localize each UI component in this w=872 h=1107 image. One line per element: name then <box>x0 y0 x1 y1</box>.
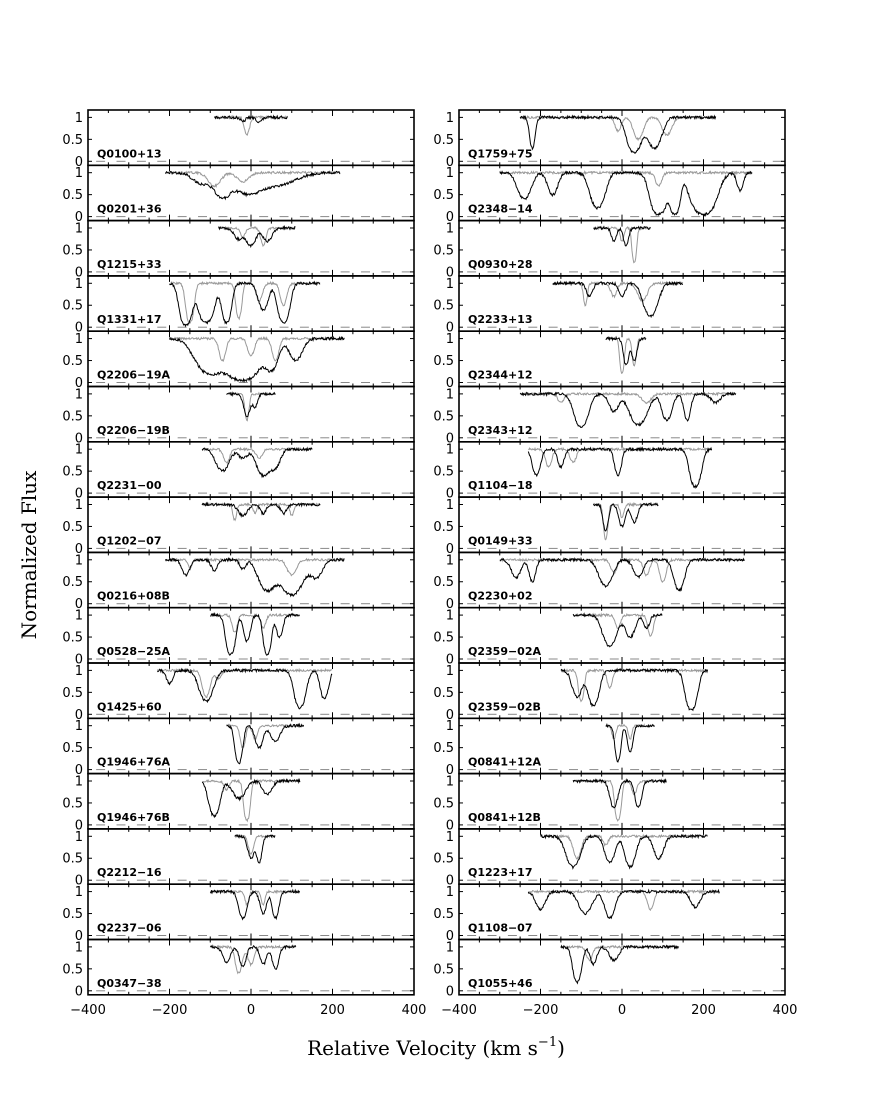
qso-label: Q0528−25A <box>97 645 171 658</box>
qso-label: Q1759+75 <box>468 147 533 161</box>
spectrum-panel <box>433 442 785 502</box>
y-tick-label: 0 <box>74 154 83 170</box>
spectrum-strong-line <box>520 116 716 153</box>
spectrum-strong-line <box>528 448 711 488</box>
qso-label: Q1331+17 <box>97 313 162 327</box>
y-tick-label: 1 <box>445 166 454 182</box>
y-tick-label: 1 <box>445 442 454 458</box>
spectrum-panel <box>62 940 414 1000</box>
y-tick-label: 0 <box>74 320 83 336</box>
y-tick-label: 1 <box>445 774 454 790</box>
y-tick-label: 0.5 <box>62 575 83 591</box>
qso-label: Q0930+28 <box>468 257 533 271</box>
spectrum-panel <box>433 718 785 778</box>
y-tick-label: 1 <box>74 387 83 403</box>
x-tick-label: −400 <box>441 1002 477 1018</box>
y-tick-label: 0 <box>445 210 454 226</box>
y-axis-label: Normalized Flux <box>17 470 41 640</box>
y-tick-label: 0 <box>445 707 454 723</box>
y-tick-label: 0.5 <box>62 796 83 812</box>
y-tick-label: 0.5 <box>62 188 83 204</box>
y-tick-label: 1 <box>445 110 454 126</box>
y-tick-label: 0 <box>74 431 83 447</box>
spectrum-weak-line <box>528 891 719 911</box>
spectrum-strong-line <box>528 890 719 918</box>
qso-label: Q0100+13 <box>97 147 162 161</box>
y-tick-label: 1 <box>74 829 83 845</box>
spectrum-weak-line <box>553 282 683 306</box>
spectrum-weak-line <box>214 116 287 135</box>
y-tick-label: 1 <box>445 940 454 956</box>
y-tick-label: 1 <box>445 663 454 679</box>
y-tick-label: 0.5 <box>433 907 454 923</box>
spectrum-panel <box>62 110 414 170</box>
spectrum-panel <box>62 663 414 723</box>
y-tick-label: 1 <box>445 885 454 901</box>
qso-label: Q1055+46 <box>468 976 533 990</box>
y-tick-label: 1 <box>445 332 454 348</box>
y-tick-label: 1 <box>74 663 83 679</box>
spectrum-strong-line <box>170 337 345 381</box>
spectrum-weak-line <box>573 780 667 821</box>
y-tick-label: 0 <box>74 873 83 889</box>
qso-label: Q0841+12B <box>468 810 541 824</box>
x-axis-label-exponent: −1 <box>537 1035 558 1050</box>
x-tick-label: 0 <box>246 1002 256 1018</box>
qso-label: Q1223+17 <box>468 866 533 880</box>
y-tick-label: 0 <box>445 763 454 779</box>
y-tick-label: 0 <box>74 763 83 779</box>
y-tick-label: 1 <box>445 221 454 237</box>
spectrum-weak-line <box>227 725 304 748</box>
y-tick-label: 0.5 <box>433 962 454 978</box>
y-tick-label: 0 <box>445 873 454 889</box>
y-tick-label: 0.5 <box>433 188 454 204</box>
spectrum-strong-line <box>606 337 646 364</box>
y-tick-label: 0 <box>445 154 454 170</box>
y-tick-label: 0.5 <box>62 464 83 480</box>
y-tick-label: 0.5 <box>433 354 454 370</box>
y-tick-label: 0.5 <box>62 962 83 978</box>
y-tick-label: 0 <box>74 652 83 668</box>
spectrum-strong-line <box>235 835 275 863</box>
spectrum-weak-line <box>202 780 300 821</box>
spectrum-strong-line <box>210 890 299 919</box>
y-tick-label: 0.5 <box>62 741 83 757</box>
spectrum-panel <box>433 276 785 336</box>
y-tick-label: 1 <box>74 719 83 735</box>
y-tick-label: 0.5 <box>62 243 83 259</box>
y-tick-label: 0 <box>445 929 454 944</box>
spectrum-strong-line <box>573 780 667 808</box>
spectrum-panel <box>433 884 785 944</box>
y-tick-label: 0.5 <box>433 796 454 812</box>
x-axis-label <box>307 1035 565 1060</box>
qso-label: Q0216+08B <box>97 589 170 603</box>
y-tick-label: 1 <box>74 166 83 182</box>
spectrum-strong-line <box>606 725 655 762</box>
x-tick-label: 0 <box>617 1002 627 1018</box>
y-tick-label: 0.5 <box>62 851 83 867</box>
spectrum-strong-line <box>210 946 295 970</box>
spectrum-strong-line <box>561 669 708 710</box>
y-tick-label: 1 <box>445 608 454 624</box>
qso-label: Q2230+02 <box>468 589 533 603</box>
spectrum-panel <box>62 608 414 668</box>
qso-label: Q2233+13 <box>468 313 533 327</box>
qso-label: Q2206−19B <box>97 423 170 437</box>
y-tick-label: 1 <box>74 276 83 292</box>
y-tick-label: 0 <box>445 818 454 834</box>
y-tick-label: 1 <box>445 553 454 569</box>
y-tick-label: 0 <box>74 707 83 723</box>
qso-label: Q1215+33 <box>97 257 162 271</box>
spectrum-strong-line <box>157 669 332 709</box>
spectrum-strong-line <box>500 559 745 592</box>
qso-label: Q2348−14 <box>468 202 533 216</box>
x-axis-label-main: Relative Velocity (km s <box>307 1036 538 1060</box>
spectrum-panel <box>62 774 414 834</box>
x-tick-label: 200 <box>320 1002 345 1018</box>
qso-label: Q1946+76B <box>97 810 170 824</box>
y-tick-label: 0.5 <box>433 298 454 314</box>
x-tick-label: −400 <box>70 1002 106 1018</box>
y-tick-label: 0.5 <box>433 519 454 535</box>
spectrum-panel <box>62 387 414 447</box>
y-tick-label: 0 <box>74 210 83 226</box>
spectrum-panel <box>62 442 414 502</box>
y-tick-label: 0.5 <box>433 851 454 867</box>
spectrum-weak-line <box>520 116 716 140</box>
y-tick-label: 1 <box>445 829 454 845</box>
spectrum-panel <box>62 165 414 225</box>
spectrum-weak-line <box>541 835 708 859</box>
qso-label: Q0347−38 <box>97 976 162 990</box>
y-tick-label: 1 <box>74 332 83 348</box>
y-tick-label: 0 <box>74 486 83 502</box>
qso-label: Q2344+12 <box>468 368 533 382</box>
y-tick-label: 0.5 <box>62 298 83 314</box>
y-tick-label: 0 <box>445 984 454 1000</box>
qso-label: Q2206−19A <box>97 368 171 382</box>
y-tick-label: 0 <box>445 320 454 336</box>
y-tick-label: 0 <box>74 929 83 944</box>
y-tick-label: 0.5 <box>433 630 454 646</box>
y-tick-label: 0.5 <box>62 354 83 370</box>
qso-label: Q2212−16 <box>97 866 162 880</box>
spectrum-panel <box>62 221 414 281</box>
spectrum-strong-line <box>561 946 679 984</box>
y-tick-label: 1 <box>74 608 83 624</box>
y-tick-label: 0.5 <box>433 685 454 701</box>
y-tick-label: 0 <box>74 541 83 557</box>
spectrum-weak-line <box>170 282 320 323</box>
spectrum-weak-line <box>210 946 295 973</box>
y-tick-label: 1 <box>74 940 83 956</box>
qso-label: Q2359−02B <box>468 700 541 714</box>
y-tick-label: 1 <box>74 497 83 513</box>
spectrum-panel <box>433 774 785 834</box>
x-tick-label: 200 <box>691 1002 716 1018</box>
y-tick-label: 0 <box>445 376 454 391</box>
spectrum-panel <box>433 552 785 612</box>
y-tick-label: 0 <box>74 265 83 281</box>
y-tick-label: 0 <box>445 597 454 613</box>
y-tick-label: 0.5 <box>62 132 83 148</box>
spectrum-panel <box>62 884 414 944</box>
spectrum-panel <box>433 497 785 557</box>
spectrum-panel <box>433 221 785 281</box>
qso-label: Q1104−18 <box>468 479 533 493</box>
y-tick-label: 1 <box>74 774 83 790</box>
y-tick-label: 0.5 <box>433 243 454 259</box>
y-tick-label: 0.5 <box>62 519 83 535</box>
spectrum-panel <box>433 940 785 1000</box>
spectrum-panel <box>433 608 785 668</box>
y-tick-label: 1 <box>445 719 454 735</box>
y-tick-label: 0.5 <box>433 464 454 480</box>
qso-label: Q2343+12 <box>468 423 533 437</box>
spectrum-strong-line <box>218 227 295 247</box>
panel-grid <box>62 110 785 999</box>
y-tick-label: 0.5 <box>62 685 83 701</box>
qso-label: Q2237−06 <box>97 921 162 935</box>
spectrum-strong-line <box>165 559 344 597</box>
y-tick-label: 0 <box>445 265 454 281</box>
y-tick-label: 0.5 <box>433 132 454 148</box>
y-tick-label: 0.5 <box>433 409 454 425</box>
spectrum-panel <box>433 387 785 447</box>
y-tick-label: 1 <box>445 497 454 513</box>
qso-label: Q1946+76A <box>97 755 171 769</box>
x-tick-labels <box>70 1003 797 1018</box>
spectrum-panel <box>62 331 414 391</box>
y-tick-label: 0 <box>445 486 454 502</box>
y-tick-label: 1 <box>74 442 83 458</box>
spectrum-strong-line <box>541 835 708 868</box>
spectrum-panel <box>62 552 414 612</box>
qso-label: Q0841+12A <box>468 755 542 769</box>
y-tick-label: 0.5 <box>433 741 454 757</box>
qso-label: Q1425+60 <box>97 700 162 714</box>
y-tick-label: 0 <box>74 818 83 834</box>
qso-label: Q1202−07 <box>97 534 162 548</box>
y-tick-label: 0 <box>445 652 454 668</box>
qso-label: Q1108−07 <box>468 921 533 935</box>
spectrum-panel <box>62 829 414 889</box>
y-tick-label: 1 <box>74 221 83 237</box>
y-tick-label: 1 <box>445 387 454 403</box>
spectrum-panel <box>62 718 414 778</box>
spectrum-strong-line <box>202 448 312 477</box>
x-axis-label-close: ) <box>557 1036 565 1060</box>
spectrum-panel <box>433 331 785 391</box>
y-tick-label: 0 <box>74 376 83 391</box>
qso-label: Q0149+33 <box>468 534 533 548</box>
x-tick-label: 400 <box>772 1002 798 1018</box>
y-tick-label: 0 <box>74 597 83 613</box>
spectrum-weak-line <box>170 338 345 361</box>
y-tick-label: 1 <box>74 553 83 569</box>
y-tick-label: 0 <box>445 541 454 557</box>
x-tick-label: 400 <box>401 1002 427 1018</box>
spectrum-strong-line <box>573 614 662 647</box>
qso-label: Q0201+36 <box>97 202 162 216</box>
qso-label: Q2359−02A <box>468 645 542 658</box>
spectrum-panel <box>62 276 414 336</box>
spectrum-panel <box>62 497 414 557</box>
spectrum-panel <box>433 110 785 170</box>
spectrum-panel <box>433 829 785 889</box>
y-tick-label: 1 <box>74 885 83 901</box>
qso-label: Q2231−00 <box>97 479 162 493</box>
y-tick-label: 0.5 <box>62 409 83 425</box>
spectrum-weak-line <box>165 559 344 576</box>
spectrum-panel <box>433 663 785 723</box>
y-tick-label: 0.5 <box>433 575 454 591</box>
y-tick-label: 0.5 <box>62 907 83 923</box>
y-tick-label: 0.5 <box>62 630 83 646</box>
spectrum-panel <box>433 165 785 225</box>
spectrum-strong-line <box>520 393 736 428</box>
x-tick-label: −200 <box>522 1002 559 1018</box>
y-tick-label: 1 <box>74 110 83 126</box>
spectrum-weak-line <box>606 338 646 374</box>
spectrum-strong-line <box>210 614 299 655</box>
y-tick-label: 0 <box>445 431 454 447</box>
y-tick-label: 0 <box>74 984 83 1000</box>
y-tick-label: 1 <box>445 276 454 292</box>
spectrum-strong-line <box>500 172 752 216</box>
x-tick-label: −200 <box>151 1002 188 1018</box>
